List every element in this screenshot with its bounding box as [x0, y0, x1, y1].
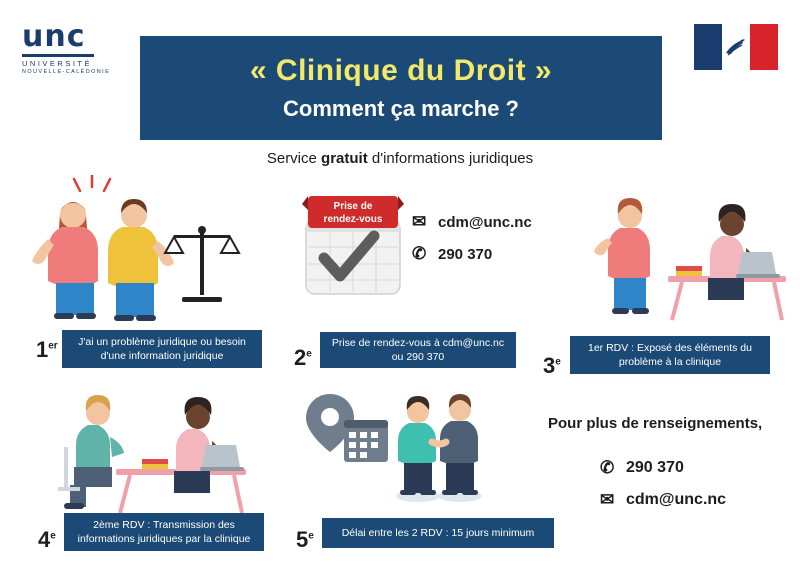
step-4-number: 4e: [38, 527, 56, 552]
step-1-number: 1er: [36, 337, 58, 362]
envelope-icon: ✉: [600, 490, 615, 509]
service-suffix: d'informations juridiques: [367, 150, 534, 167]
contact-bottom: [600, 458, 726, 522]
contact-email-row: [412, 212, 532, 232]
svg-text:rendez-vous: rendez-vous: [323, 214, 383, 225]
step-4-illustration: [50, 385, 270, 521]
contact-phone-value: 290 370: [438, 245, 493, 263]
step-2-number: 2e: [294, 345, 312, 370]
flag-blue-band: [694, 24, 722, 70]
service-prefix: Service: [266, 150, 322, 167]
french-flag-emblem: [694, 24, 778, 70]
logo-wordmark: unc: [22, 19, 86, 54]
step-3-caption: 1er RDV : Exposé des éléments du problème à la clinique: [570, 336, 770, 374]
step-4-caption: 2ème RDV : Transmission des informations juridiques par la clinique: [64, 513, 264, 551]
phone-icon: ✆: [412, 244, 427, 263]
page-title: « Clinique du Droit »: [249, 54, 553, 87]
logo-divider: [22, 54, 94, 57]
service-description: [0, 150, 800, 167]
flag-white-band: [722, 24, 750, 70]
logo-line-nouvelle-caledonie: NOUVELLE-CALÉDONIE: [22, 69, 111, 75]
step-2-caption: Prise de rendez-vous à cdm@unc.nc ou 290 370: [320, 332, 516, 368]
title-banner: [140, 36, 662, 140]
flag-red-band: [750, 24, 778, 70]
contact-phone-row: [412, 244, 532, 264]
footer-email-row: [600, 490, 726, 510]
step-3-number: 3e: [543, 353, 561, 378]
step-3-illustration: [590, 188, 790, 328]
unc-logo: [22, 19, 132, 84]
marianne-icon: [723, 34, 749, 60]
envelope-icon: ✉: [412, 212, 427, 231]
phone-icon: ✆: [600, 458, 615, 477]
contact-email-value: cdm@unc.nc: [438, 213, 532, 231]
footer-email-value: cdm@unc.nc: [626, 491, 727, 508]
service-highlight: gratuit: [321, 150, 368, 167]
footer-phone-value: 290 370: [626, 459, 684, 476]
logo-line-universite: UNIVERSITÉ: [22, 59, 93, 68]
step-1-caption: J'ai un problème juridique ou besoin d'une information juridique: [62, 330, 262, 368]
step-5-illustration: [300, 390, 500, 508]
more-info-label: Pour plus de renseignements,: [548, 415, 763, 432]
step-2-illustration: [300, 192, 410, 300]
step-5-caption: Délai entre les 2 RDV : 15 jours minimum: [322, 518, 554, 548]
step-1-illustration: [22, 175, 252, 325]
footer-phone-row: [600, 458, 726, 478]
contact-top: [412, 212, 532, 276]
step-5-number: 5e: [296, 527, 314, 552]
svg-text:Prise de: Prise de: [333, 201, 373, 212]
page-subtitle: Comment ça marche ?: [283, 96, 519, 121]
